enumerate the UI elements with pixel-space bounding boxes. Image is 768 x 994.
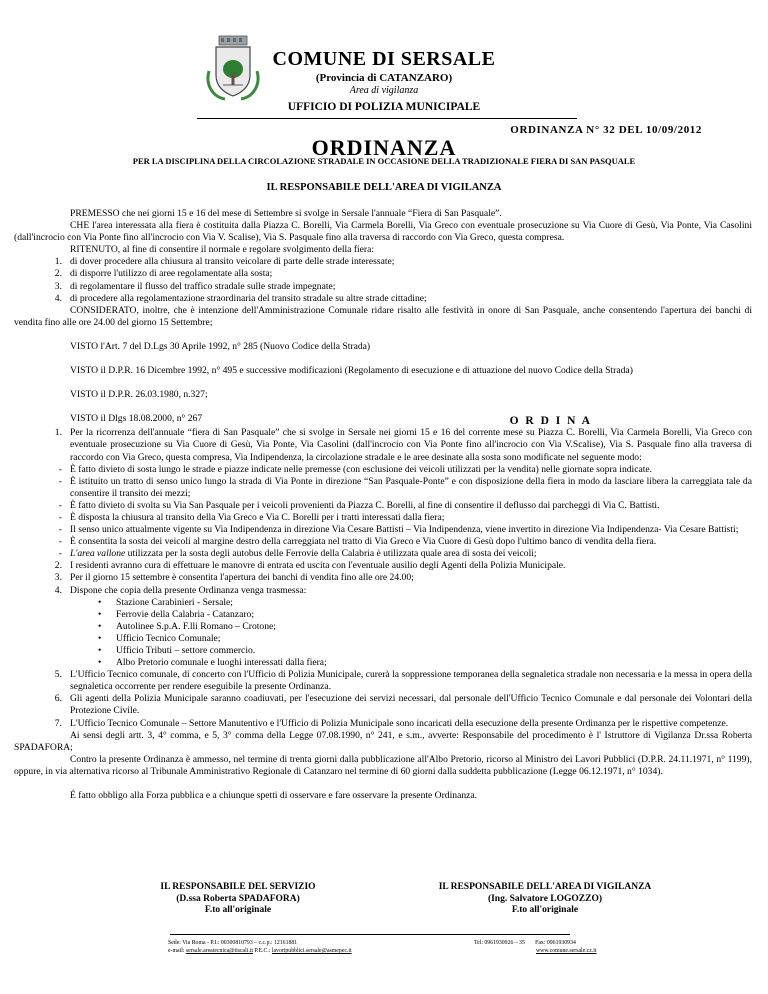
- list-item: 4. di procedere alla regolamentazione straordinaria del transito stradale su altre strade cittadine;: [54, 292, 427, 304]
- considerato: CONSIDERATO, inoltre, che è intenzione dell'Amministrazione Comunale ridare risalto alle festività in onore di San Pasquale, anche consentendo l'apertura dei banchi di vendita fino alle ore 24.00 del giorno 15 Settembre;: [14, 304, 752, 328]
- signature-role: IL RESPONSABILE DELL'AREA DI VIGILANZA: [438, 882, 652, 892]
- visto: VISTO il D.P.R. 16 Dicembre 1992, n° 495 e successive modificazioni (Regolamento di esecuzione e di attuazione del nuovo Codice della Strada): [70, 365, 633, 377]
- list-item: 3. di regolamentare il flusso del traffico stradale sulle strade impegnate;: [54, 280, 336, 292]
- footer-fax: Fax: 0961930934: [535, 940, 576, 946]
- premessa: CHE l'area interessata alla fiera è costituita dalla Piazza C. Borelli, Via Carmela Borelli, Via Greco con eventuale prosecuzione su Via Cuore di Gesù, Via Ponte, Via Casolini (dall'incrocio con Via Ponte fino all'incrocio con Via V. Scalise), Via S. Pasquale fino alla traversa di raccordo con Via Greco, questa compresa.: [14, 220, 752, 244]
- visto: VISTO il D.P.R. 26.03.1980, n.327;: [70, 389, 208, 401]
- recipient-item: • Ferrovie della Calabria - Catanzaro;: [98, 608, 254, 620]
- ordina-item: 3. Per il giorno 15 settembre è consentita l'apertura dei banchi di vendita fino alle ore 24.00;: [54, 572, 414, 584]
- provincia: (Provincia di CATANZARO): [315, 72, 453, 84]
- footer-tel: Tel: 0961930926 – 35: [474, 940, 525, 946]
- footer-left: [168, 939, 352, 955]
- footer-address: Sede: Via Roma - P.I.: 00300810793 – c.c.p.: 12161881: [168, 940, 298, 946]
- dash-item: - È disposta la chiusura al transito della Via Greco e Via C. Borelli per i tratti interessati dalla fiera;: [58, 511, 445, 523]
- recipient-item: • Ufficio Tecnico Comunale;: [98, 632, 221, 644]
- dash-item: - È consentita la sosta dei veicoli al margine destro della carreggiata nel tratto di Via Greco e Via Cuore di Gesù dopo l'ultimo banco di vendita della fiera.: [58, 536, 657, 548]
- recipient-item: • Albo Pretorio comunale e luoghi interessati dalla fiera;: [98, 657, 327, 669]
- document-title: ORDINANZA: [311, 135, 457, 160]
- signature-name: (D.ssa Roberta SPADAFORA): [176, 893, 300, 904]
- document-subtitle: PER LA DISCIPLINA DELLA CIRCOLAZIONE STRADALE IN OCCASIONE DELLA TRADIZIONALE FIERA DI SAN PASQUALE: [132, 156, 636, 166]
- recipient-item: • Ufficio Tributi – settore commercio.: [98, 645, 256, 656]
- area-name: Area di vigilanza: [349, 85, 419, 96]
- ricorso-paragraph: Contro la presente Ordinanza è ammesso, nel termine di trenta giorni dalla pubblicazione all'Albo Pretorio, ricorso al Ministro dei Lavori Pubblici (D.P.R. 24.11.1971, n° 1199), oppure, in via alternativa ricorso al Tribunale Amministrativo Regionale di Catanzaro nel termine di 60 giorni dalla suddetta pubblicazione (Legge 06.12.1971, n° 1034).: [14, 753, 752, 777]
- visto: VISTO il Dlgs 18.08.2000, n° 267: [70, 413, 203, 425]
- dash-item: - È istituito un tratto di senso unico lungo la strada di Via Ponte in direzione “San Pasquale-Ponte” e con disposizione della fiera in modo da lasciare libera la carreggiata tale da consentire il transito dei mezzi;: [58, 475, 752, 499]
- avverte-paragraph: Ai sensi degli artt. 3, 4° comma, e 5, 3° comma della Legge 07.08.1990, n° 241, e s.m., avverte: Responsabile del procedimento è l' Istruttore di Vigilanza Dr.ssa Roberta SPADAFORA;: [14, 729, 752, 753]
- document-body: [14, 208, 752, 802]
- website-link[interactable]: www.comune.sersale.cz.it: [536, 948, 597, 954]
- comune-name: COMUNE DI SERSALE: [272, 48, 496, 70]
- premessa: PREMESSO che nei giorni 15 e 16 del mese di Settembre si svolge in Sersale l'annuale “Fiera di San Pasquale”.: [70, 208, 502, 219]
- signature-note: F.to all'originale: [204, 905, 272, 915]
- dash-item: - Il senso unico attualmente vigente su Via Indipendenza in direzione Via Cesare Battisti – Via Indipendenza, viene invertito in direzione Via Indipendenza- Via Cesare Battisti;: [58, 524, 739, 536]
- footer-contacts: e-mail: sersale.areatecnica@tiscali.it P.E.C.: lavoripubblici.sersale@asmepec.it: [168, 948, 352, 954]
- email-link[interactable]: sersale.areatecnica@tiscali.it: [185, 948, 254, 954]
- recipient-item: • Stazione Carabinieri - Sersale;: [98, 596, 233, 608]
- signature-name: (Ing. Salvatore LOGOZZO): [487, 893, 603, 904]
- ordina-item: 4. Dispone che copia della presente Ordinanza venga trasmessa:: [54, 584, 307, 596]
- list-item: 1. di dover procedere alla chiusura al transito veicolare di parte delle strade interessate;: [54, 256, 395, 268]
- list-item: 2. di disporre l'utilizzo di aree regolamentate alla sosta;: [54, 268, 273, 280]
- dash-item: - È fatto divieto di svolta su Via San Pasquale per i veicoli provenienti da Piazza C. Borelli, al fine di consentire il deflusso dai parcheggi di Via C. Battisti.: [58, 499, 660, 511]
- ordina-item: 5. L'Ufficio Tecnico comunale, di concerto con l'Ufficio di Polizia Municipale, curerà la soppressione temporanea della segnaletica stradale non necessaria e la messa in opera della segnaletica occorrente per rendere eseguibile la presente Ordinanza.: [54, 669, 752, 693]
- signature-left: [108, 882, 368, 917]
- ordina-heading: O R D I N A: [509, 415, 592, 428]
- ufficio-name: UFFICIO DI POLIZIA MUNICIPALE: [287, 101, 481, 113]
- footer-right: [474, 939, 596, 955]
- ordinanza-number: ORDINANZA N° 32 DEL 10/09/2012: [510, 124, 702, 136]
- dash-item: - È fatto divieto di sosta lungo le strade e piazze indicate nelle premesse (con esclusione dei veicoli utilizzati per la vendita) nelle giornate sopra indicate.: [58, 463, 653, 475]
- signature-role: IL RESPONSABILE DEL SERVIZIO: [160, 882, 316, 892]
- signature-note: F.to all'originale: [511, 905, 579, 915]
- pec-link[interactable]: lavoripubblici.sersale@asmepec.it: [271, 948, 352, 954]
- header-divider: [197, 118, 577, 119]
- ordina-item: 6. Gli agenti della Polizia Municipale saranno coadiuvati, per l'esecuzione dei servizi necessari, dal personale dell'Ufficio Tecnico Comunale e dal personale dei Volontari della Protezione Civile.: [54, 693, 752, 717]
- dash-item: - L'area vallone utilizzata per la sosta degli autobus delle Ferrovie della Calabria è utilizzata quale area di sosta dei veicoli;: [58, 548, 537, 560]
- ordina-item: 1. Per la ricorrenza dell'annuale “fiera di San Pasquale” che si svolge in Sersale nei giorni 15 e 16 del corrente mese su Piazza C. Borelli, Via Carmela Borelli, Via Greco con eventuale prosecuzione su Via Cuore di Gesù, Via Ponte, Via Casolini (dall'incrocio con Via Ponte fino all'incrocio con Via V.Scalise), Via S. Pasquale fino alla traversa di raccordo con Via Greco, questa compresa, Via Indipendenza, la circolazione stradale e le aree desinate alla sosta sono modificate nel seguente modo:: [54, 427, 752, 463]
- issuer-heading: IL RESPONSABILE DELL'AREA DI VIGILANZA: [266, 182, 502, 193]
- premessa: RITENUTO, al fine di consentire il normale e regolare svolgimento della fiera:: [70, 244, 375, 256]
- obbligo-paragraph: É fatto obbligo alla Forza pubblica e a chiunque spetti di osservare e fare osservare la presente Ordinanza.: [70, 790, 478, 802]
- recipient-item: • Autolinee S.p.A. F.lli Romano – Crotone;: [98, 620, 276, 632]
- ordina-item: 2. I residenti avranno cura di effettuare le manovre di entrata ed uscita con l'eventuale ausilio degli Agenti della Polizia Municipale.: [54, 560, 566, 572]
- ordina-item: 7. L'Ufficio Tecnico Comunale – Settore Manutentivo e l'Ufficio di Polizia Municipale sono incaricati della esecuzione della presente Ordinanza per le rispettive competenze.: [54, 717, 729, 729]
- signature-right: [415, 882, 675, 917]
- footer-divider: [170, 934, 570, 935]
- visto: VISTO l'Art. 7 del D.Lgs 30 Aprile 1992, n° 285 (Nuovo Codice della Strada): [70, 340, 371, 352]
